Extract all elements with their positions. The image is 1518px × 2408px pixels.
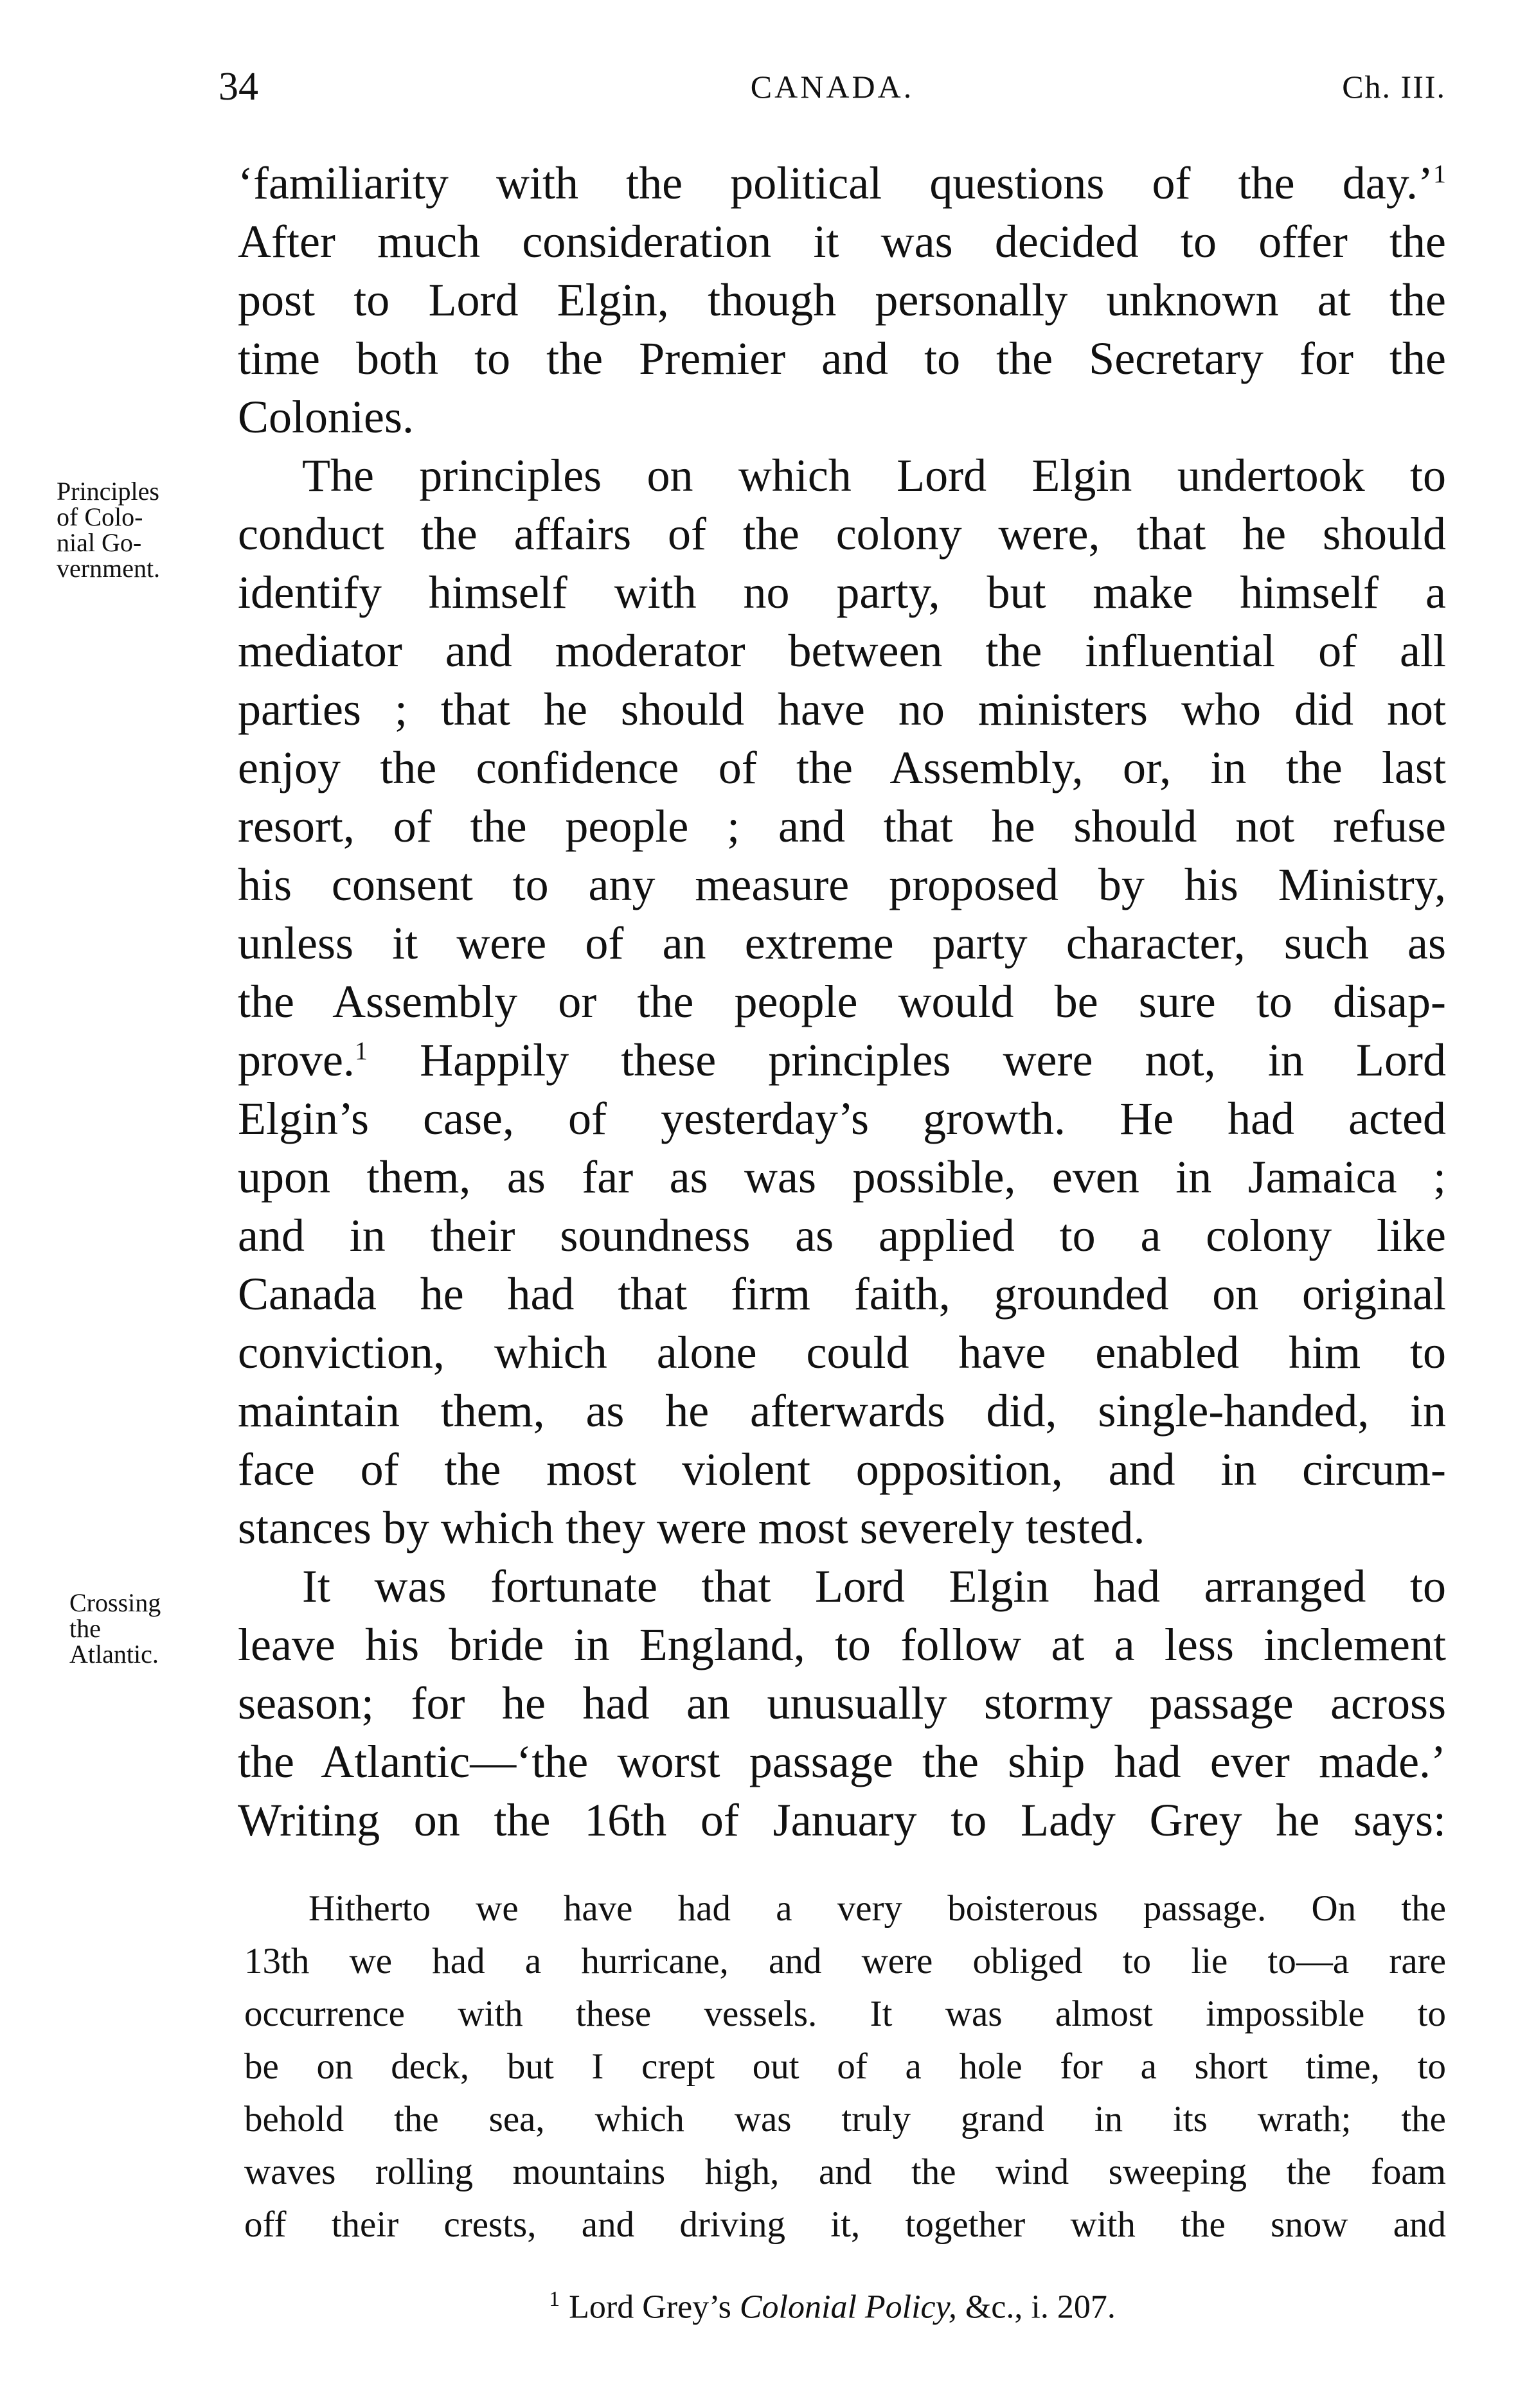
footnote-suffix: &c., i. 207. xyxy=(956,2288,1116,2326)
quote-line: 13th we had a hurricane, and were obliged to lie to—a rare xyxy=(244,1941,1446,1981)
text-line: It was fortunate that Lord Elgin had arranged to xyxy=(302,1561,1446,1612)
text-line: upon them, as far as was possible, even in Jamaica ; xyxy=(238,1151,1446,1203)
margin-note-crossing xyxy=(69,1590,161,1667)
text-line: Writing on the 16th of January to Lady Grey he says: xyxy=(238,1794,1446,1846)
text-line: conviction, which alone could have enabled him to xyxy=(238,1327,1446,1378)
margin-note-principles xyxy=(57,479,160,581)
footnote xyxy=(219,2287,1446,2326)
text-line: Canada he had that firm faith, grounded on original xyxy=(238,1268,1446,1320)
running-title: CANADA. xyxy=(750,69,915,105)
text-line: parties ; that he should have no ministers who did not xyxy=(238,684,1446,735)
text-line: enjoy the confidence of the Assembly, or, in the last xyxy=(238,742,1446,793)
quote-line: behold the sea, which was truly grand in its wrath; the xyxy=(244,2099,1446,2139)
text-run: Happily these principles were not, in Lord xyxy=(367,1034,1446,1086)
text-line: mediator and moderator between the influential of all xyxy=(238,625,1446,677)
text-line xyxy=(238,1031,1446,1090)
page-number: 34 xyxy=(219,65,258,109)
text-line: After much consideration it was decided to offer the xyxy=(238,216,1446,267)
text-line: time both to the Premier and to the Secretary for the xyxy=(238,333,1446,384)
footnote-marker: 1 xyxy=(1433,159,1446,188)
text-line: unless it were of an extreme party character, such as xyxy=(238,917,1446,969)
text-line xyxy=(238,154,1446,213)
margin-note-line: Atlantic. xyxy=(69,1640,159,1669)
chapter-label: Ch. III. xyxy=(1342,69,1446,105)
quote-line: off their crests, and driving it, together with the snow and xyxy=(244,2204,1446,2245)
quote-line: Hitherto we have had a very boisterous passage. On the xyxy=(308,1888,1446,1929)
quote-line: occurrence with these vessels. It was almost impossible to xyxy=(244,1994,1446,2034)
running-header xyxy=(219,64,1446,116)
text-line: face of the most violent opposition, and in circum- xyxy=(238,1444,1446,1495)
text-line: leave his bride in England, to follow at a less inclement xyxy=(238,1619,1446,1670)
quote-line: be on deck, but I crept out of a hole for a short time, to xyxy=(244,2046,1446,2087)
text-line: The principles on which Lord Elgin undertook to xyxy=(302,450,1446,501)
footnote-marker: 1 xyxy=(354,1036,368,1065)
margin-note-line: Principles xyxy=(57,477,159,506)
text-run: prove. xyxy=(238,1034,355,1086)
footnote-title: Colonial Policy, xyxy=(739,2288,957,2326)
margin-note-line: of Colo- xyxy=(57,502,143,531)
text-line: and in their soundness as applied to a colony like xyxy=(238,1210,1446,1261)
text-line: season; for he had an unusually stormy passage across xyxy=(238,1678,1446,1729)
letter-quote xyxy=(244,1882,1446,2251)
footnote-prefix: Lord Grey’s xyxy=(569,2288,740,2326)
text-line: the Assembly or the people would be sure to disap- xyxy=(238,976,1446,1027)
text-line: the Atlantic—‘the worst passage the ship had ever made.’ xyxy=(238,1736,1446,1787)
text-line: his consent to any measure proposed by his Ministry, xyxy=(238,859,1446,910)
text-run: ‘familiarity with the political questions of the day.’ xyxy=(238,157,1433,209)
footnote-number: 1 xyxy=(549,2287,560,2311)
margin-note-line: Crossing xyxy=(69,1588,161,1617)
body-text xyxy=(238,154,1446,1850)
margin-note-line: vernment. xyxy=(57,554,161,583)
margin-note-line: the xyxy=(69,1614,101,1643)
text-line: maintain them, as he afterwards did, single-handed, in xyxy=(238,1385,1446,1437)
text-line: conduct the affairs of the colony were, that he should xyxy=(238,508,1446,560)
text-line: Colonies. xyxy=(238,391,415,443)
text-line: post to Lord Elgin, though personally unknown at the xyxy=(238,274,1446,326)
text-line: Elgin’s case, of yesterday’s growth. He had acted xyxy=(238,1093,1446,1144)
margin-note-line: nial Go- xyxy=(57,528,142,557)
text-line: stances by which they were most severely tested. xyxy=(238,1502,1145,1554)
quote-line: waves rolling mountains high, and the wind sweeping the foam xyxy=(244,2152,1446,2192)
text-line: identify himself with no party, but make himself a xyxy=(238,567,1446,618)
text-line: resort, of the people ; and that he should not refuse xyxy=(238,801,1446,852)
